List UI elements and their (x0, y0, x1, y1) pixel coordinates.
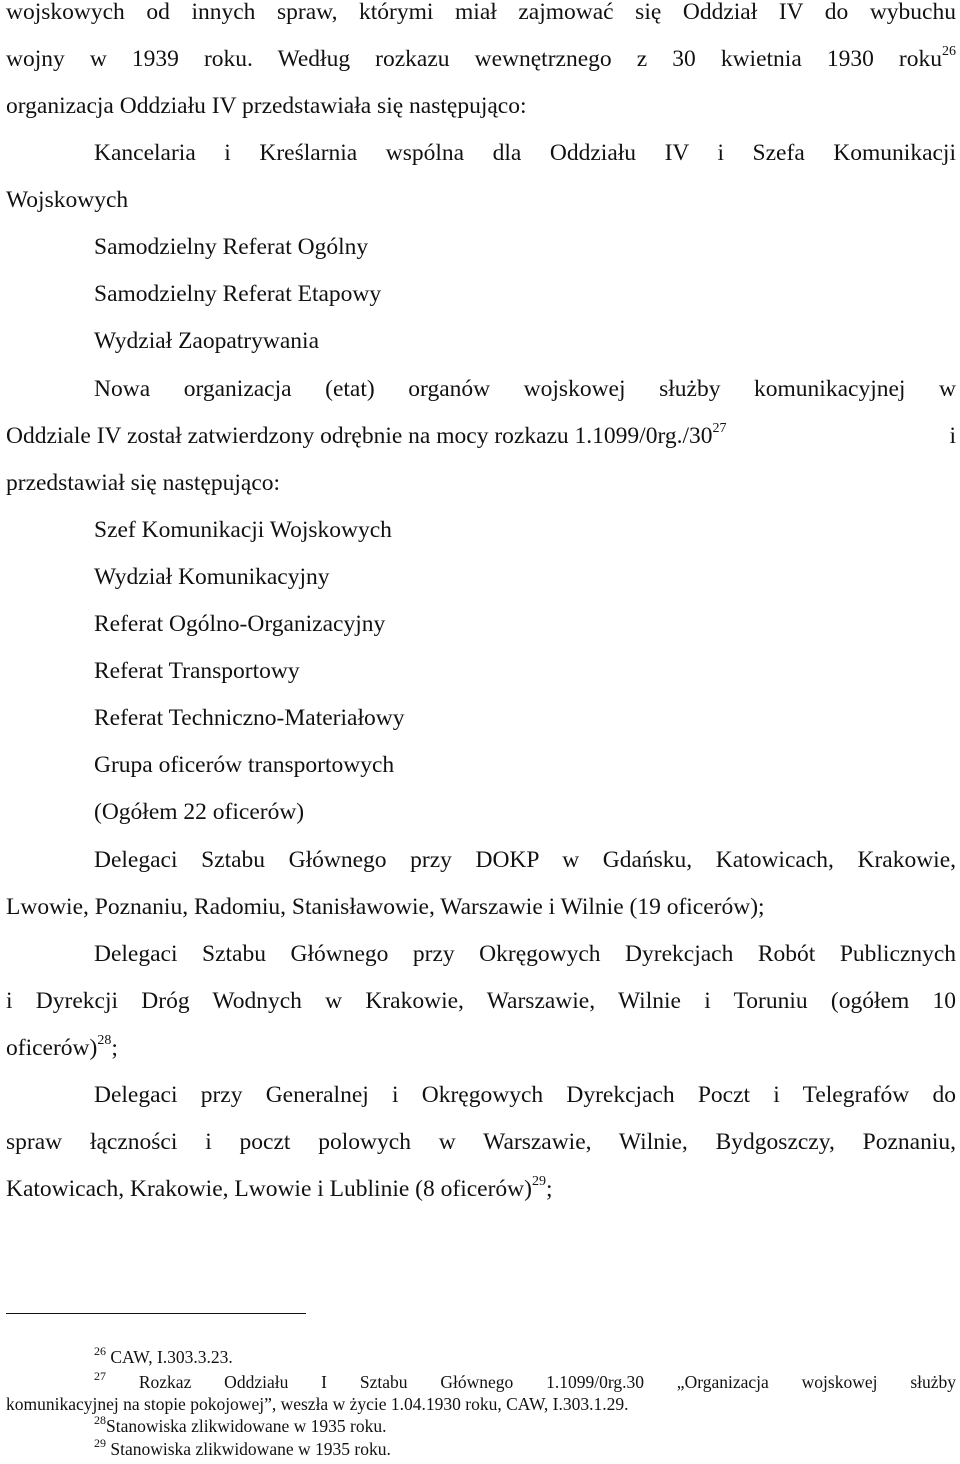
body-line: spraw łączności i poczt polowych w Warszawie, Wilnie, Bydgoszczy, Poznaniu, (6, 1129, 956, 1155)
footnote-ref: 26 (942, 44, 956, 59)
list-item: Grupa oficerów transportowych (94, 752, 395, 778)
list-item: Samodzielny Referat Ogólny (94, 234, 369, 260)
list-item: Referat Transportowy (94, 658, 300, 684)
list-item: Referat Ogólno-Organizacyjny (94, 611, 386, 637)
body-line: Wojskowych (6, 187, 129, 213)
footnote-continuation: komunikacyjnej na stopie pokojowej”, weszła w życie 1.04.1930 roku, CAW, I.303.1.29. (6, 1394, 629, 1414)
body-line: i Dyrekcji Dróg Wodnych w Krakowie, Warszawie, Wilnie i Toruniu (ogółem 10 (6, 988, 956, 1014)
body-line: wojskowych od innych spraw, którymi miał zajmować się Oddział IV do wybuchu (6, 0, 956, 25)
body-line: Oddziale IV został zatwierdzony odrębnie na mocy rozkazu $1.1099/0rg./30^{27}$ (6, 421, 727, 449)
body-line: wojny w 1939 roku. Według rozkazu wewnętrznego z 30 kwietnia 1930 roku$^{26}$ (6, 44, 956, 72)
body-line-end: i (949, 423, 956, 449)
body-line: Delegaci przy Generalnej i Okręgowych Dyrekcjach Poczt i Telegrafów do (94, 1082, 956, 1108)
footnote-ref: 29 (531, 1174, 546, 1189)
footnote: $^{27}$ Rozkaz Oddziału I Sztabu Głównego 1.1099/0rg.30 „Organizacja wojskowej służby (94, 1369, 957, 1392)
body-line: Delegaci Sztabu Głównego przy DOKP w Gdańsku, Katowicach, Krakowie, (94, 847, 956, 873)
body-line: Nowa organizacja (etat) organów wojskowej służby komunikacyjnej w (94, 376, 956, 402)
body-line: organizacja Oddziału IV przedstawiała się następująco: (6, 93, 527, 119)
body-line: Kancelaria i Kreślarnia wspólna dla Oddziału IV i Szefa Komunikacji (94, 140, 956, 166)
footnote-ref: 27 (712, 421, 727, 436)
body-line: Katowicach, Krakowie, Lwowie i Lublinie (8 oficerów)$^{29}$; (6, 1174, 553, 1202)
footnote: $^{26}$ CAW, I.303.3.23. (94, 1344, 233, 1367)
body-line: oficerów)$^{28}$; (6, 1033, 118, 1061)
list-item: Szef Komunikacji Wojskowych (94, 517, 392, 543)
list-item: Samodzielny Referat Etapowy (94, 281, 382, 307)
footnote-ref: 28 (97, 1033, 112, 1048)
list-item: Wydział Zaopatrywania (94, 328, 319, 354)
footnote-divider (6, 1313, 306, 1314)
list-item: Wydział Komunikacyjny (94, 564, 330, 590)
body-line: przedstawiał się następująco: (6, 470, 281, 496)
footnote: $^{28}$Stanowiska zlikwidowane w 1935 roku. (94, 1413, 387, 1436)
body-line: Delegaci Sztabu Głównego przy Okręgowych Dyrekcjach Robót Publicznych (94, 941, 956, 967)
body-line: Lwowie, Poznaniu, Radomiu, Stanisławowie, Warszawie i Wilnie (19 oficerów); (6, 894, 765, 920)
list-item: (Ogółem 22 oficerów) (94, 799, 305, 825)
footnote: $^{29}$ Stanowiska zlikwidowane w 1935 roku. (94, 1436, 391, 1459)
list-item: Referat Techniczno-Materiałowy (94, 705, 405, 731)
